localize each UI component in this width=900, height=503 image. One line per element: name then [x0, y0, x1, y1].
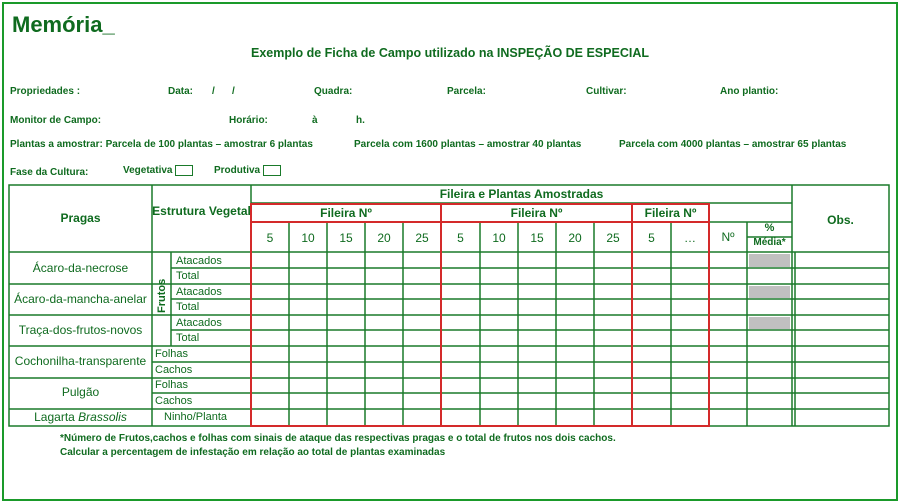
pest-lagarta: [9, 410, 152, 424]
plant-num: 20: [377, 231, 391, 245]
plant-num: 15: [339, 231, 353, 245]
plant-num: 5: [648, 231, 655, 245]
plant-num: 15: [530, 231, 544, 245]
structure-atacados: Atacados: [176, 317, 222, 329]
structure-atacados: Atacados: [176, 286, 222, 298]
parcela-label: Parcela:: [447, 86, 486, 97]
plant-num: 5: [266, 231, 274, 245]
a-label: à: [312, 115, 318, 126]
fileira-amostradas-header: Fileira e Plantas Amostradas: [439, 187, 604, 201]
page-title: Memória_: [12, 12, 115, 37]
plant-num: 10: [492, 231, 506, 245]
fileira-header-1: Fileira Nº: [320, 206, 372, 220]
pest-acaro-mancha: Ácaro-da-mancha-anelar: [14, 292, 147, 306]
structure-total: Total: [176, 270, 200, 282]
fileira-header-2: Fileira Nº: [510, 206, 563, 220]
estrutura-header: Estrutura Vegetal: [152, 204, 251, 218]
structure-cachos: Cachos: [155, 395, 193, 407]
horario-label: Horário:: [229, 115, 268, 126]
no-header: Nº: [721, 230, 735, 244]
produtiva-label: Produtiva: [214, 165, 261, 177]
structure-cachos: Cachos: [155, 364, 193, 376]
lagarta-label: Lagarta: [34, 410, 75, 424]
plant-num: …: [684, 231, 696, 245]
footnote-2: Calcular a percentagem de infestação em relação ao total de plantas examinadas: [60, 447, 446, 458]
parcela-4000-label: Parcela com 4000 plantas – amostrar 65 plantas: [619, 139, 847, 150]
frutos-label: Frutos: [156, 278, 168, 313]
plant-num: 25: [415, 231, 429, 245]
fase-label: Fase da Cultura:: [10, 167, 89, 178]
plantas-amostrar-label: Plantas a amostrar: Parcela de 100 plantas – amostrar 6 plantas: [10, 139, 313, 150]
pest-acaro-necrose: Ácaro-da-necrose: [32, 261, 129, 275]
h-label: h.: [356, 115, 365, 126]
quadra-label: Quadra:: [314, 86, 353, 97]
structure-folhas: Folhas: [155, 348, 189, 360]
data-label: Data:: [168, 86, 194, 97]
ano-plantio-label: Ano plantio:: [720, 86, 779, 97]
structure-total: Total: [176, 301, 200, 313]
structure-total: Total: [176, 332, 200, 344]
plant-num: 5: [457, 231, 464, 245]
plant-num: 10: [301, 231, 315, 245]
plant-num: 25: [606, 231, 620, 245]
vegetativa-label: Vegetativa: [123, 165, 173, 177]
date-slash-1: /: [212, 86, 215, 97]
media-gray-cells: [749, 254, 790, 329]
cultivar-label: Cultivar:: [586, 86, 627, 97]
monitor-label: Monitor de Campo:: [10, 115, 102, 126]
parcela-1600-label: Parcela com 1600 plantas – amostrar 40 plantas: [354, 139, 582, 150]
media-header: Média*: [753, 237, 786, 248]
pct-header: %: [764, 222, 775, 234]
structure-ninho: Ninho/Planta: [164, 411, 227, 423]
pest-cochonilha: Cochonilha-transparente: [14, 354, 147, 368]
footnote-1: *Número de Frutos,cachos e folhas com sinais de ataque das respectivas pragas e o total de frutos nos dois cachos.: [60, 433, 616, 444]
lagarta-genus: Brassolis: [78, 410, 127, 424]
structure-atacados: Atacados: [176, 255, 222, 267]
pest-pulgao: Pulgão: [61, 385, 100, 399]
pest-traca: Traça-dos-frutos-novos: [18, 323, 143, 337]
structure-folhas: Folhas: [155, 379, 189, 391]
page-subtitle: Exemplo de Ficha de Campo utilizado na INSPEÇÃO DE ESPECIAL: [251, 46, 649, 60]
obs-header: Obs.: [827, 213, 854, 227]
date-slash-2: /: [232, 86, 235, 97]
propriedades-label: Propriedades :: [10, 86, 81, 97]
plant-num: 20: [568, 231, 582, 245]
pragas-header: Pragas: [60, 211, 101, 225]
fileira-header-3: Fileira Nº: [644, 206, 697, 220]
